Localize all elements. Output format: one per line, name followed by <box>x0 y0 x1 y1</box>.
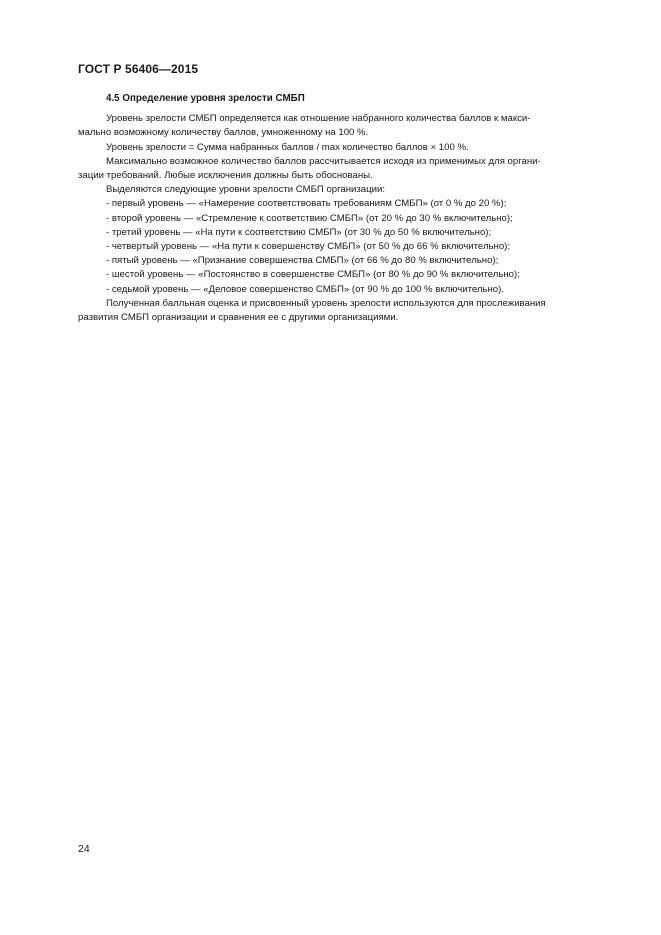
list-item: - шестой уровень — «Постоянство в совершенстве СМБП» (от 80 % до 90 % включительно); <box>106 269 520 281</box>
formula-line: Уровень зрелости = Сумма набранных баллов / max количество баллов × 100 %. <box>106 141 469 153</box>
list-item: - третий уровень — «На пути к соответствию СМБП» (от 30 % до 50 % включительно); <box>106 226 492 238</box>
max-score-paragraph-line-1: Максимально возможное количество баллов рассчитывается исходя из применимых для органи- <box>106 155 541 167</box>
usage-paragraph-line-1: Полученная балльная оценка и присвоенный уровень зрелости используются для прослеживания <box>106 297 546 309</box>
maturity-levels-list <box>78 197 587 296</box>
standard-id-header: ГОСТ Р 56406—2015 <box>78 62 199 76</box>
section-title: 4.5 Определение уровня зрелости СМБП <box>106 93 305 104</box>
list-item: - первый уровень — «Намерение соответствовать требованиям СМБП» (от 0 % до 20 %); <box>106 198 507 210</box>
list-item: - пятый уровень — «Признание совершенства СМБП» (от 66 % до 80 % включительно); <box>106 255 499 267</box>
definition-paragraph-line-1: Уровень зрелости СМБП определяется как отношение набранного количества баллов к макси- <box>106 113 531 125</box>
usage-paragraph-line-2: развития СМБП организации и сравнения ее с другими организациями. <box>78 312 399 324</box>
levels-intro: Выделяются следующие уровни зрелости СМБП организации: <box>106 184 386 196</box>
list-item: - четвертый уровень — «На пути к совершенству СМБП» (от 50 % до 66 % включительно); <box>106 241 511 253</box>
max-score-paragraph-line-2: зации требований. Любые исключения должны быть обоснованы. <box>78 170 373 182</box>
list-item: - второй уровень — «Стремление к соответствию СМБП» (от 20 % до 30 % включительно); <box>106 212 513 224</box>
list-item: - седьмой уровень — «Деловое совершенство СМБП» (от 90 % до 100 % включительно). <box>106 283 504 295</box>
section-content <box>78 92 587 325</box>
definition-paragraph-line-2: мально возможному количеству баллов, умноженному на 100 %. <box>78 127 369 139</box>
page-number: 24 <box>78 843 90 855</box>
